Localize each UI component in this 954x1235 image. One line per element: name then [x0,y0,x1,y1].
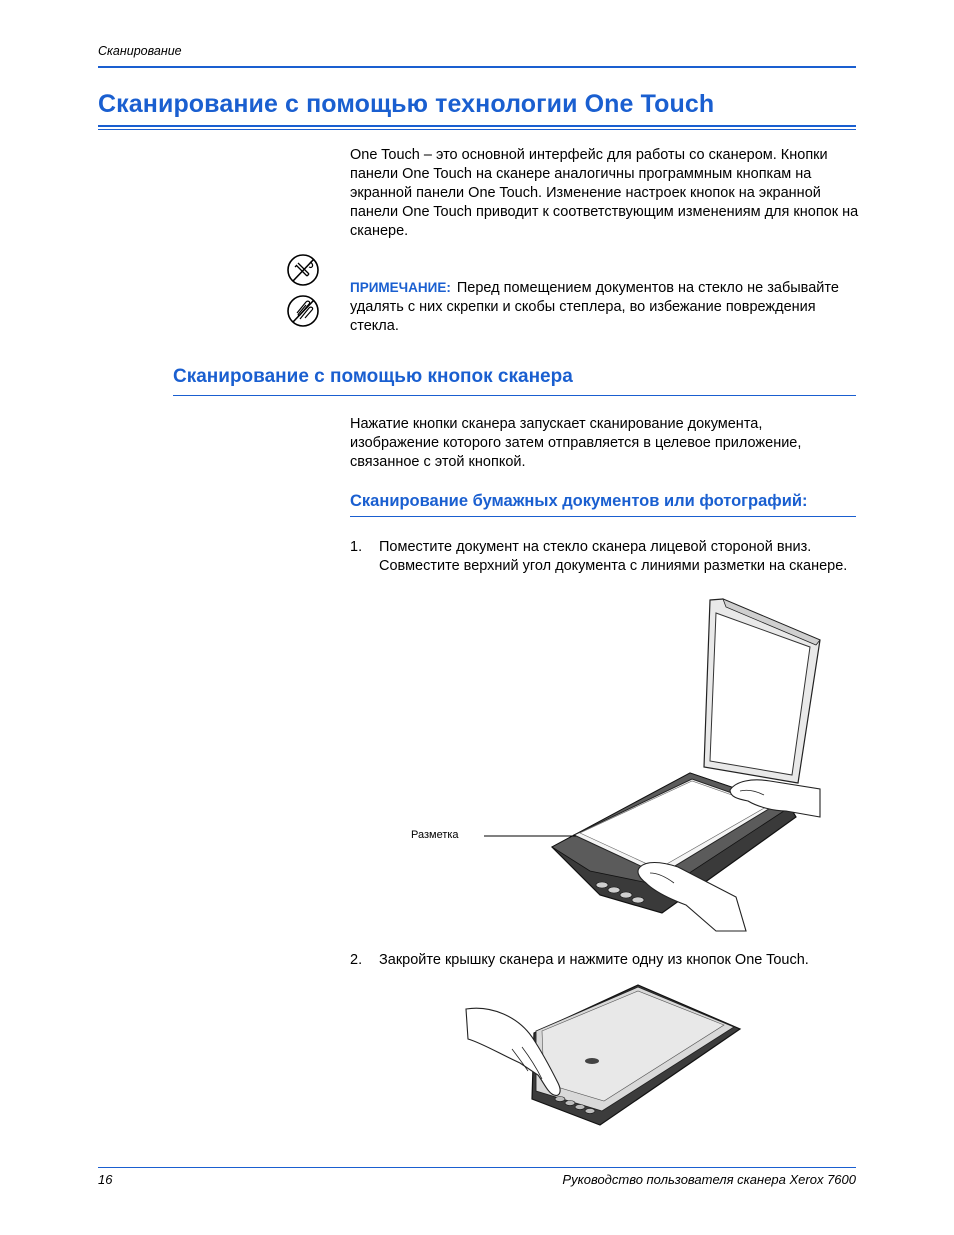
step-text: Закройте крышку сканера и нажмите одну из кнопок One Touch. [379,952,809,968]
running-header: Сканирование [98,44,182,58]
callout-label: Разметка [411,829,459,841]
footer-manual-title: Руководство пользователя сканера Xerox 7600 [562,1172,856,1187]
subsection-title: Сканирование с помощью кнопок сканера [173,366,573,387]
step-text: Поместите документ на стекло сканера лицевой стороной вниз. Совместите верхний угол документа с линиями разметки на сканере. [379,539,848,574]
section-title-rule [98,125,856,127]
step-item [350,538,860,578]
header-rule [98,66,856,68]
scanner-closed-illustration [462,983,747,1131]
subsection-title-rule [173,395,856,396]
no-staples-icon [288,255,318,285]
section-title: Сканирование с помощью технологии One Touch [98,90,715,118]
step-item [350,951,860,971]
step-number: 1. [350,539,363,555]
note-block [350,278,850,336]
scanner-open-illustration [490,595,830,935]
footer-rule [98,1167,856,1168]
procedure-title: Сканирование бумажных документов или фотографий: [350,492,808,510]
note-icons [285,253,321,331]
note-label: ПРИМЕЧАНИЕ: [350,280,451,295]
callout-leader-line [484,834,576,838]
page-number: 16 [98,1172,113,1187]
intro-paragraph: One Touch – это основной интерфейс для работы со сканером. Кнопки панели One Touch на сканере аналогичны программным кнопкам на экранной панели One Touch. Изменение настроек кнопок на экранной панели One Touch приводит к соответствующим изменениям для кнопок на сканере. [350,147,859,239]
note-text: Перед помещением документов на стекло не забывайте удалять с них скрепки и скобы степлера, во избежание повреждения стекла. [350,280,839,334]
no-paperclips-icon [288,296,318,326]
subsection-paragraph: Нажатие кнопки сканера запускает сканирование документа, изображение которого затем отправляется в целевое приложение, связанное с этой кнопкой. [350,416,802,470]
procedure-title-rule [350,516,856,517]
section-title-rule-thin [98,129,856,130]
step-number: 2. [350,952,363,968]
